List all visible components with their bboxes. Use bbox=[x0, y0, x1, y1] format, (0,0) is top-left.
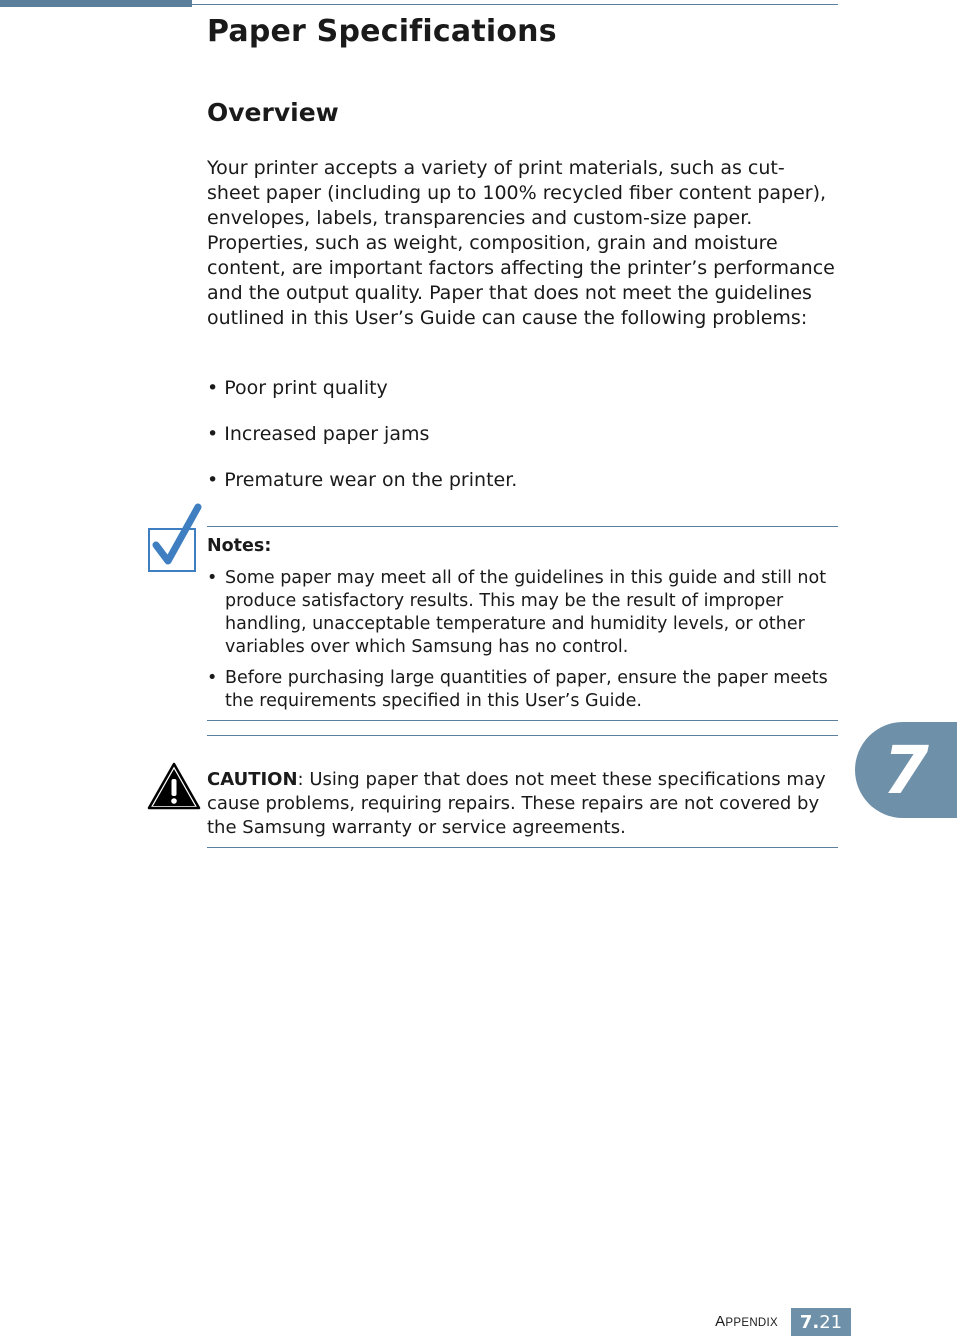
note-item bbox=[207, 567, 838, 659]
list-item: • Poor print quality bbox=[207, 377, 388, 399]
caution-text bbox=[207, 768, 827, 840]
header-accent-bar bbox=[0, 0, 192, 7]
problem-list bbox=[207, 376, 837, 514]
overview-heading: Overview bbox=[207, 98, 339, 127]
notes-list bbox=[207, 567, 838, 713]
list-item: • Increased paper jams bbox=[207, 423, 430, 445]
note-divider-top bbox=[207, 526, 838, 527]
checkmark-icon bbox=[146, 503, 202, 573]
list-item: • Premature wear on the printer. bbox=[207, 469, 518, 491]
page-number: 7. 21 bbox=[791, 1308, 851, 1336]
bullet: • bbox=[207, 668, 218, 688]
note-text: Before purchasing large quantities of paper, ensure the paper meets the requirements specified in this User’s Guide. bbox=[225, 668, 828, 711]
page-title: Paper Specifications bbox=[207, 14, 557, 49]
warning-icon bbox=[147, 762, 201, 810]
header-rule bbox=[192, 4, 838, 5]
notes-box bbox=[207, 535, 838, 721]
note-item bbox=[207, 667, 838, 713]
note-divider-bottom bbox=[207, 720, 838, 721]
chapter-tab: 7 bbox=[855, 722, 957, 818]
caution-message: : Using paper that does not meet these specifications may cause problems, requiring repairs. These repairs are not covered by the Samsung warranty or service agreements. bbox=[207, 769, 826, 838]
overview-paragraph: Your printer accepts a variety of print materials, such as cut-sheet paper (including up to 100% recycled fiber content paper), envelopes, labels, transparencies and custom-size paper. Properties, such as weight, composition, grain and moisture content, are important factors affecting the printer’s performance and the output quality. Paper that does not meet the guidelines outlined in this User’s Guide can cause the following problems: bbox=[207, 157, 835, 329]
notes-title: Notes: bbox=[207, 536, 272, 556]
note-text: Some paper may meet all of the guidelines in this guide and still not produce satisfactory results. This may be the result of improper handling, unacceptable temperature and humidity levels, or other variables over which Samsung has no control. bbox=[225, 568, 827, 657]
bullet: • bbox=[207, 568, 218, 588]
footer-section-label: APPENDIX bbox=[715, 1313, 778, 1330]
caution-divider-top bbox=[207, 735, 838, 736]
caution-divider-bottom bbox=[207, 847, 838, 848]
caution-label: CAUTION bbox=[207, 769, 298, 790]
